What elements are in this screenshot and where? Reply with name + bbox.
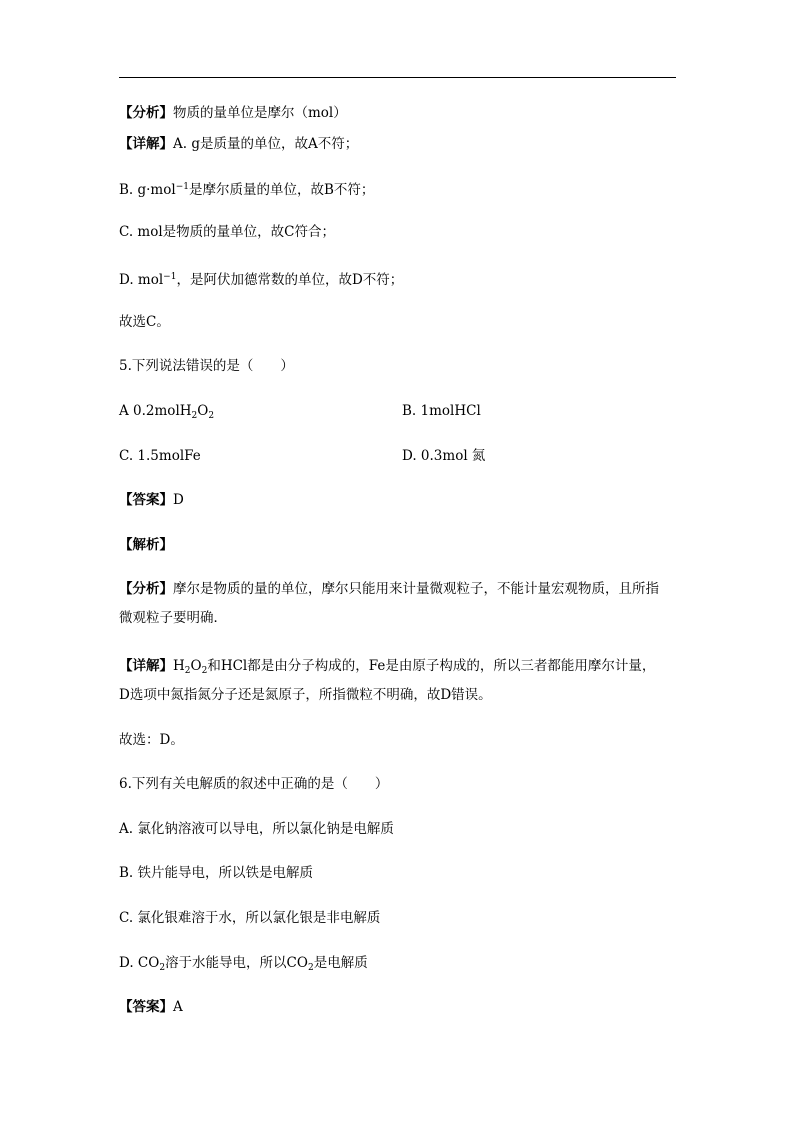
detail-text-1: 和HCl都是由分子构成的，Fe是由原子构成的，所以三者都能用摩尔计量，: [207, 658, 656, 674]
answer-tag: 【答案】: [119, 999, 173, 1015]
option-d-prefix: D. CO: [119, 955, 160, 971]
q5-answer-line: [119, 491, 184, 509]
q5-stem: [119, 357, 294, 375]
detail-text-2: D选项中氮指氮分子还是氮原子，所指微粒不明确，故D错误。: [119, 687, 492, 703]
q5-analysis-line-1: [119, 580, 659, 598]
answer-value: A: [173, 999, 183, 1015]
detail-d-suffix: ，是阿伏加德常数的单位，故D不符；: [176, 272, 404, 288]
analysis-tag: 【分析】: [119, 105, 173, 121]
option-d: D. 0.3mol 氮: [402, 448, 486, 464]
q5-conclusion: [119, 731, 184, 749]
option-a: [119, 403, 214, 419]
detail-subscript-1: 2: [184, 666, 191, 676]
option-a-mid: O: [197, 403, 209, 419]
detail-h: H: [173, 658, 185, 674]
q5-options-row-2: [119, 447, 486, 465]
option-d-subscript-2: 2: [307, 963, 314, 973]
answer-value: D: [173, 492, 184, 508]
detail-b-prefix: B. g·mol: [119, 182, 176, 198]
q4-detail-a-line: [119, 135, 358, 153]
q5-jiexi-heading: [119, 536, 173, 554]
detail-d-prefix: D. mol: [119, 272, 164, 288]
q6-option-d: [119, 954, 368, 977]
q5-detail-line-2: [119, 686, 492, 704]
q4-conclusion: [119, 313, 170, 331]
q5-analysis-line-2: [119, 609, 227, 627]
header-rule: [119, 77, 676, 78]
q6-option-a: [119, 820, 394, 838]
detail-a-text: A. g是质量的单位，故A不符；: [173, 136, 359, 152]
detail-tag: 【详解】: [119, 136, 173, 152]
question-stem: 5.下列说法错误的是（ ）: [119, 358, 294, 374]
detail-tag: 【详解】: [119, 658, 173, 674]
detail-c-text: C. mol是物质的量单位，故C符合；: [119, 224, 336, 240]
option-b: B. 1molHCl: [402, 403, 481, 419]
option-c: C. 氯化银难溶于水，所以氯化银是非电解质: [119, 910, 381, 926]
option-a-subscript-1: 2: [191, 411, 198, 421]
detail-b-superscript: −1: [175, 182, 189, 192]
q4-detail-c-line: [119, 223, 335, 241]
option-a-prefix: A 0.2molH: [119, 403, 192, 419]
q6-answer-line: [119, 998, 183, 1016]
question-stem: 6.下列有关电解质的叙述中正确的是（ ）: [119, 776, 389, 792]
option-b: B. 铁片能导电，所以铁是电解质: [119, 865, 314, 881]
q4-detail-b-line: [119, 178, 374, 199]
option-d-subscript-1: 2: [159, 963, 166, 973]
q5-options-row-1: [119, 402, 481, 425]
analysis-text-2: 微观粒子要明确．: [119, 610, 227, 626]
detail-b-suffix: 是摩尔质量的单位，故B不符；: [188, 182, 375, 198]
option-d-mid: 溶于水能导电，所以CO: [165, 955, 308, 971]
q5-detail-line-1: [119, 657, 655, 680]
answer-tag: 【答案】: [119, 492, 173, 508]
conclusion-text: 故选：D。: [119, 732, 184, 748]
option-a: A. 氯化钠溶液可以导电，所以氯化钠是电解质: [119, 821, 394, 837]
detail-d-superscript: −1: [163, 272, 177, 282]
analysis-tag: 【分析】: [119, 581, 173, 597]
analysis-text-1: 摩尔是物质的量的单位，摩尔只能用来计量微观粒子，不能计量宏观物质，且所指: [173, 581, 659, 597]
detail-o: O: [190, 658, 202, 674]
option-d-suffix: 是电解质: [313, 955, 368, 971]
option-a-subscript-2: 2: [208, 411, 215, 421]
q6-option-c: [119, 909, 380, 927]
q6-stem: [119, 775, 388, 793]
q4-analysis-line: [119, 104, 347, 122]
conclusion-text: 故选C。: [119, 314, 170, 330]
analysis-text: 物质的量单位是摩尔（mol）: [173, 105, 347, 121]
q4-detail-d-line: [119, 268, 403, 289]
detail-subscript-2: 2: [201, 666, 208, 676]
jiexi-tag: 【解析】: [119, 537, 173, 553]
q6-option-b: [119, 864, 313, 882]
option-c: C. 1.5molFe: [119, 448, 201, 464]
